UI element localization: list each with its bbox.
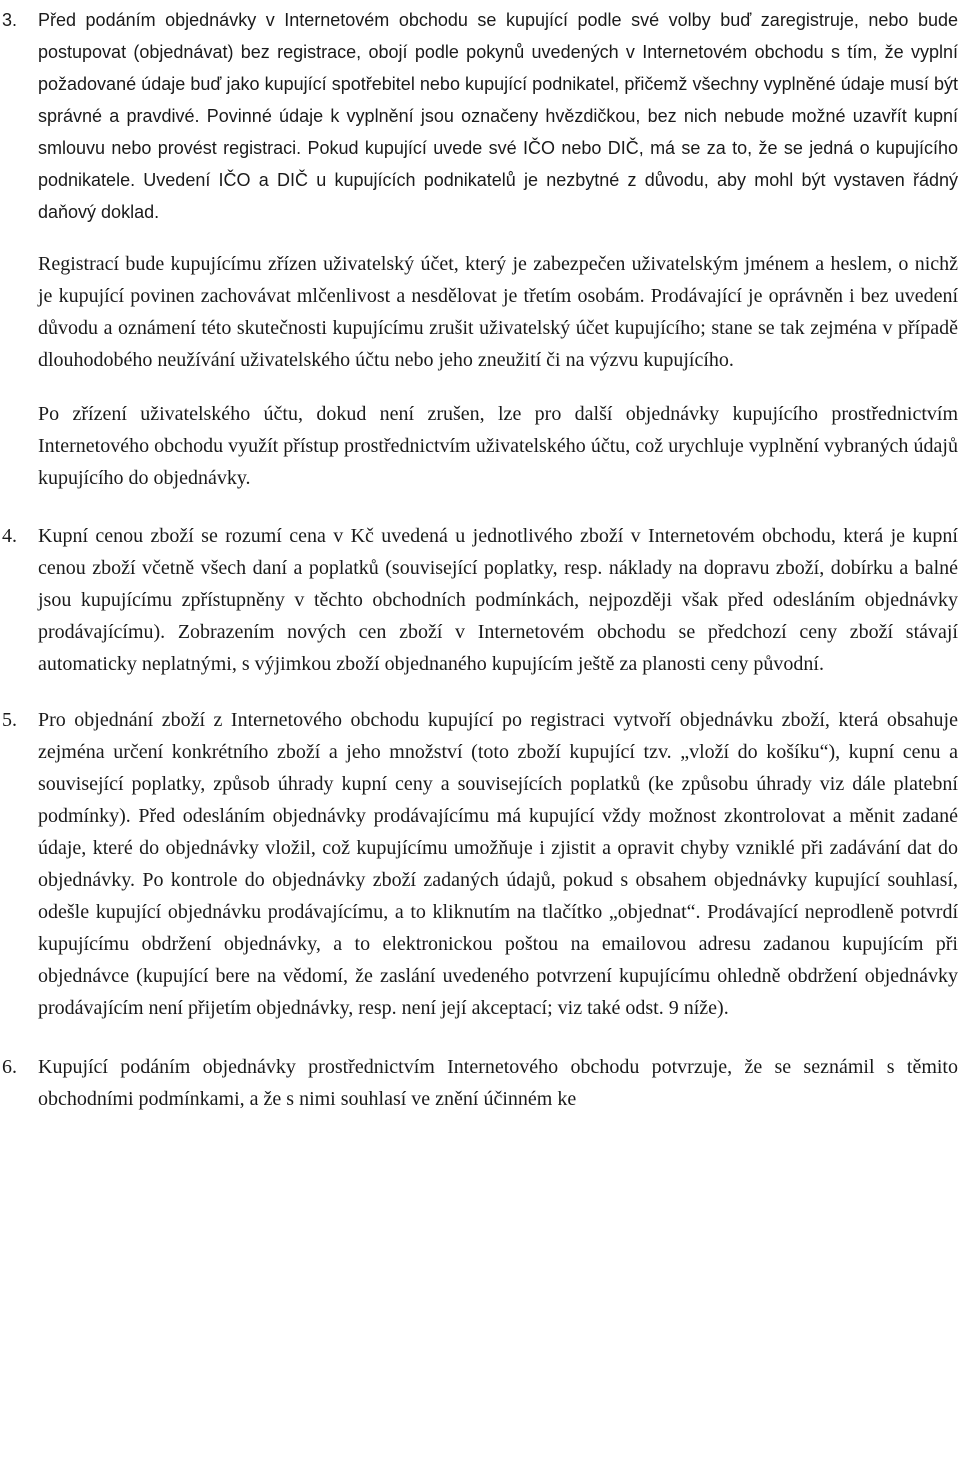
section-6-paragraph: Kupující podáním objednávky prostřednictvím Internetového obchodu potvrzuje, že se seznámil s těmito obchodními podmínkami, a že s nimi souhlasí ve znění účinném ke: [38, 1056, 958, 1110]
section-3: [0, 4, 960, 228]
section-3-paragraph: Před podáním objednávky v Internetovém obchodu se kupující podle své volby buď zaregistruje, nebo bude postupovat (objednávat) bez registrace, obojí podle pokynů uvedených v Internetovém obchodu s tím, že vyplní požadované údaje buď jako kupující spotřebitel nebo kupující podnikatel, přičemž všechny vyplněné údaje musí být správné a pravdivé. Povinné údaje k vyplnění jsou označeny hvězdičkou, bez nich nebude možné uzavřít kupní smlouvu nebo provést registraci. Pokud kupující uvede své IČO nebo DIČ, má se za to, že se jedná o kupujícího podnikatele. Uvedení IČO a DIČ u kupujících podnikatelů je nezbytné z důvodu, aby mohl být vystaven řádný daňový doklad.: [38, 10, 958, 222]
section-5-paragraph: Pro objednání zboží z Internetového obchodu kupující po registraci vytvoří objednávku zboží, která obsahuje zejména určení konkrétního zboží a jeho množství (toto zboží kupující tzv. „vloží do košíku“), kupní cenu a související poplatky, způsob úhrady kupní ceny a souvisejících poplatků (ke způsobu úhrady viz dále platební podmínky). Před odesláním objednávky prodávajícímu má kupující vždy možnost zkontrolovat a měnit zadané údaje, které do objednávky vložil, což kupujícímu umožňuje i zjistit a opravit chyby vzniklé při zadávání dat do objednávky. Po kontrole do objednávky zboží zadaných údajů, pokud s obsahem objednávky kupující souhlasí, odešle kupující objednávku prodávajícímu, a to kliknutím na tlačítko „objednat“. Prodávající neprodleně potvrdí kupujícímu obdržení objednávky, a to elektronickou poštou na emailovou adresu zadanou kupujícím při objednávce (kupující bere na vědomí, že zaslání uvedeného potvrzení kupujícímu ohledně obdržení objednávky prodávajícím není přijetím objednávky, resp. není její akceptací; viz také odst. 9 níže).: [38, 709, 958, 1019]
section-number: 6.: [2, 1056, 17, 1078]
section-4: [0, 520, 960, 680]
section-6: [0, 1051, 960, 1115]
section-number: 3.: [2, 10, 18, 30]
section-number: 4.: [2, 525, 17, 547]
section-4-paragraph: Kupní cenou zboží se rozumí cena v Kč uvedená u jednotlivého zboží v Internetovém obchodu, která je kupní cenou zboží včetně všech daní a poplatků (související poplatky, resp. náklady na dopravu zboží, dobírku a balné jsou kupujícímu zpřístupněny v těchto obchodních podmínkách, nejpozději však před odesláním objednávky prodávajícímu). Zobrazením nových cen zboží v Internetovém obchodu se předchozí ceny zboží stávají automaticky neplatnými, s výjimkou zboží objednaného kupujícím ještě za planosti ceny původní.: [38, 525, 958, 675]
section-5: [0, 704, 960, 1024]
registration-paragraph: Registrací bude kupujícímu zřízen uživatelský účet, který je zabezpečen uživatelským jménem a heslem, o nichž je kupující povinen zachovávat mlčenlivost a nesdělovat je třetím osobám. Prodávající je oprávněn i bez uvedení důvodu a oznámení této skutečnosti kupujícímu zrušit uživatelský účet kupujícího; stane se tak zejména v případě dlouhodobého neužívání uživatelského účtu nebo jeho zneužití či na výzvu kupujícího.: [38, 253, 958, 371]
user-account-paragraph: Po zřízení uživatelského účtu, dokud není zrušen, lze pro další objednávky kupujícího prostřednictvím Internetového obchodu využít přístup prostřednictvím uživatelského účtu, což urychluje vyplnění vybraných údajů kupujícího do objednávky.: [38, 403, 958, 489]
section-number: 5.: [2, 709, 17, 731]
